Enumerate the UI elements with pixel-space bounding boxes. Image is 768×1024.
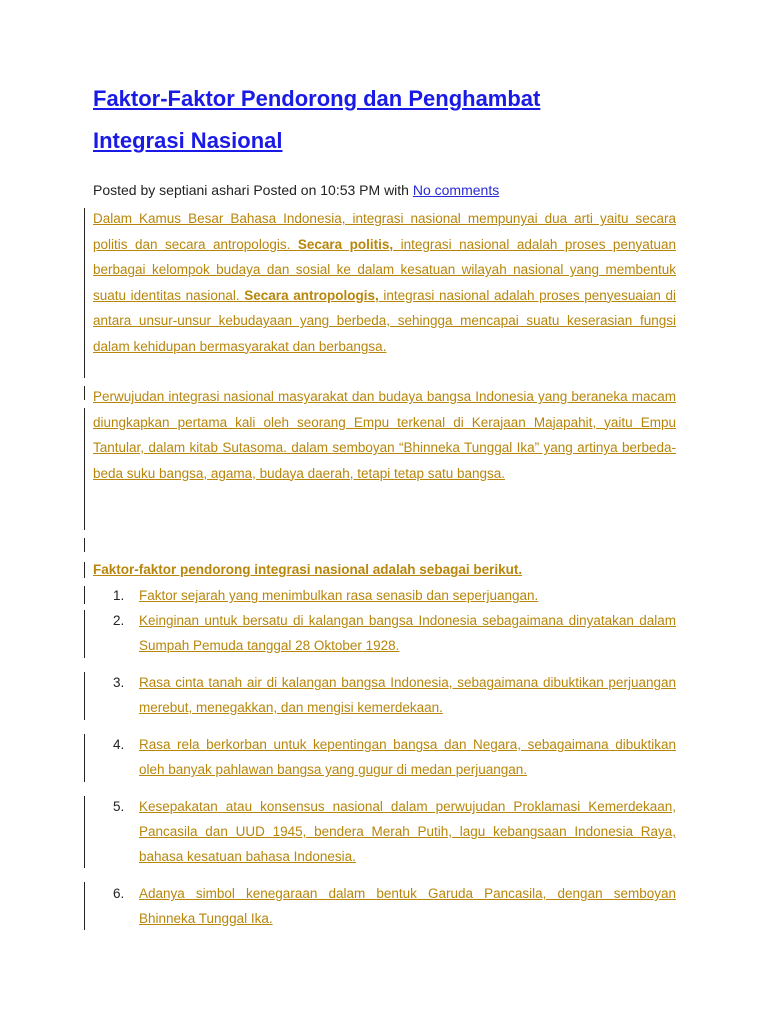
change-bar — [84, 796, 85, 868]
change-bar — [84, 586, 85, 604]
change-bar — [84, 882, 85, 930]
post-title-line-2[interactable]: Integrasi Nasional — [93, 128, 283, 153]
comments-link[interactable]: No comments — [412, 182, 500, 198]
list-item-text: Adanya simbol kenegaraan dalam bentuk Garuda Pancasila, dengan semboyan Bhinneka Tunggal Ika. — [139, 886, 676, 926]
list-item-number: 6. — [113, 886, 125, 901]
post-title-line-1[interactable]: Faktor-Faktor Pendorong dan Penghambat — [93, 86, 541, 111]
list-item — [93, 794, 676, 869]
list-item-text: Faktor sejarah yang menimbulkan rasa senasib dan seperjuangan. — [139, 588, 539, 603]
change-bar — [84, 408, 85, 530]
list-item — [93, 583, 676, 608]
change-bar — [84, 386, 85, 400]
change-bar — [84, 610, 85, 658]
paragraph-perwujudan: Perwujudan integrasi nasional masyarakat dan budaya bangsa Indonesia yang beraneka macam diungkapkan pertama kali oleh seorang Empu terkenal di Kerajaan Majapahit, yaitu Empu Tantular, dalam kitab Sutasoma. dalam semboyan “Bhinneka Tunggal Ika” yang artinya berbeda-beda suku bangsa, agama, budaya daerah, tetapi tetap satu bangsa. — [93, 389, 676, 481]
list-item-number: 3. — [113, 675, 125, 690]
change-bar — [84, 208, 85, 378]
list-item — [93, 881, 676, 931]
paragraph-1-part-2: integrasi nasional adalah proses penyatuan berbagai kelompok budaya dan sosial ke dalam kesatuan wilayah nasional yang membentuk suatu identitas nasional. — [93, 236, 676, 303]
list-heading: Faktor-faktor pendorong integrasi nasional adalah sebagai berikut. — [93, 562, 523, 577]
list-item-text: Keinginan untuk bersatu di kalangan bangsa Indonesia sebagaimana dinyatakan dalam Sumpah Pemuda tanggal 28 Oktober 1928. — [139, 613, 676, 653]
post-meta — [93, 182, 499, 198]
factor-list — [93, 583, 676, 931]
paragraph-1-bold-2: Secara antropologis, — [244, 287, 379, 303]
list-item — [93, 670, 676, 720]
list-item — [93, 608, 676, 658]
list-item-text: Kesepakatan atau konsensus nasional dalam perwujudan Proklamasi Kemerdekaan, Pancasila dan UUD 1945, bendera Merah Putih, lagu kebangsaan Indonesia Raya, bahasa kesatuan bahasa Indonesia. — [139, 799, 676, 864]
list-item-text: Rasa cinta tanah air di kalangan bangsa Indonesia, sebagaimana dibuktikan perjuangan merebut, menegakkan, dan mengisi kemerdekaan. — [139, 675, 676, 715]
post-title[interactable] — [93, 78, 676, 162]
paragraph-1-part-3: integrasi nasional adalah proses penyesuaian di antara unsur-unsur kebudayaan yang berbeda, sehingga mencapai suatu keserasian fungsi dalam kehidupan bermasyarakat dan berbangsa. — [93, 287, 677, 354]
list-item-number: 5. — [113, 799, 125, 814]
change-bar — [84, 734, 85, 782]
post-content — [93, 206, 676, 486]
post-title-block — [93, 78, 676, 162]
post-meta-text: Posted by septiani ashari Posted on 10:53 PM with — [93, 182, 413, 198]
list-item — [93, 732, 676, 782]
list-item-number: 2. — [113, 613, 125, 628]
list-item-number: 1. — [113, 588, 125, 603]
list-item-number: 4. — [113, 737, 125, 752]
change-bar — [84, 538, 85, 552]
change-bar — [84, 562, 85, 578]
paragraph-definition — [93, 206, 676, 359]
paragraph-1-bold-1: Secara politis, — [297, 236, 394, 252]
change-bar — [84, 672, 85, 720]
list-item-text: Rasa rela berkorban untuk kepentingan bangsa dan Negara, sebagaimana dibuktikan oleh banyak pahlawan bangsa yang gugur di medan perjuangan. — [139, 737, 676, 777]
paragraph-1-part-1: Dalam Kamus Besar Bahasa Indonesia, integrasi nasional mempunyai dua arti yaitu secara politis dan secara antropologis. — [93, 211, 676, 252]
